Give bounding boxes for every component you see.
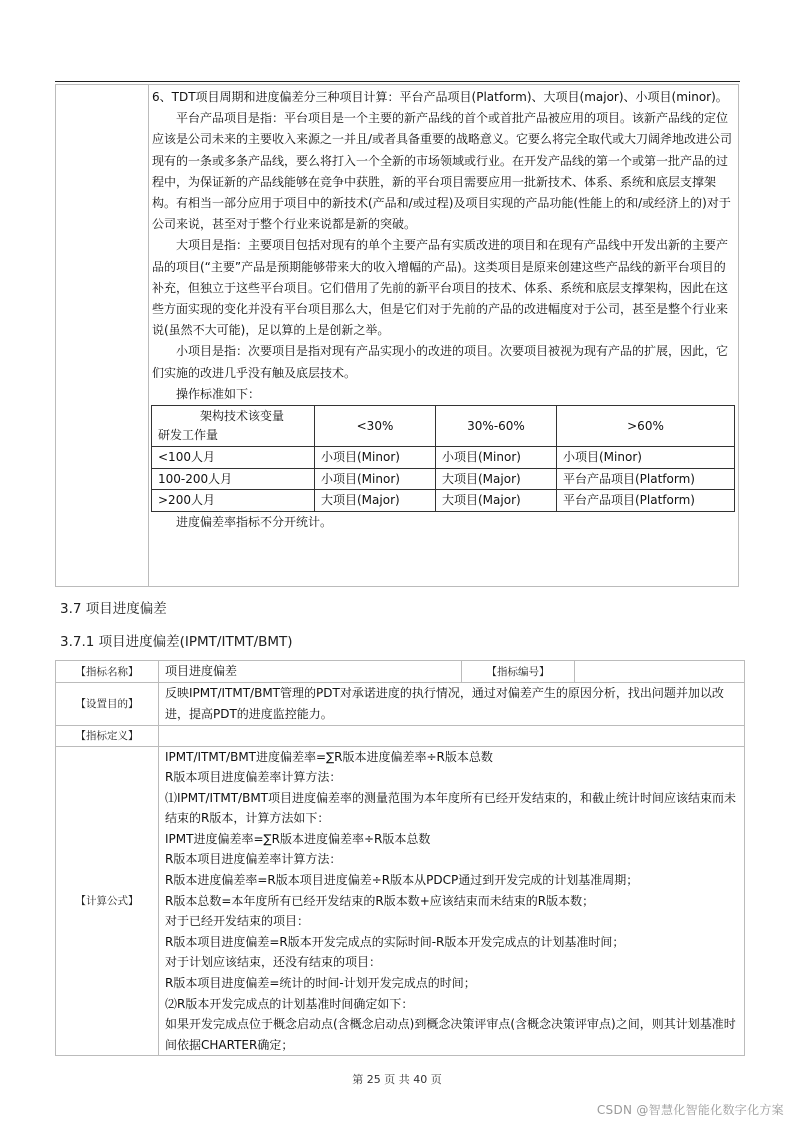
formula-line: R版本项目进度偏差=统计的时间-计划开发完成点的时间； [165, 976, 476, 991]
section-heading-3-7: 3.7 项目进度偏差 [60, 601, 167, 617]
section-label-cell [56, 85, 149, 586]
table-row [56, 682, 745, 725]
col-header: 30%-60% [436, 406, 557, 447]
para-platform: 平台产品项目是指：平台项目是一个主要的新产品线的首个或首批产品被应用的项目。该新产品线的定位应该是公司未来的主要收入来源之一并且/或者具备重要的战略意义。它要么将完全取代或大刀阔斧地改进公司现有的一条或多条产品线，要么将打入一个全新的市场领域或行业。在开发产品线的第一个或第一批产品的过程中，为保证新的产品线能够在竞争中获胜，新的平台项目需要应用一批新技术、体系、系统和底层支撑架构。有相当一部分应用于项目中的新技术(产品和/或过程)及项目实现的产品功能(性能上的和/或经济上的)对于公司来说，甚至对于整个行业来说都是新的突破。 [152, 111, 733, 232]
section-body [152, 87, 736, 533]
project-type-section [55, 84, 739, 587]
watermark: CSDN @智慧化智能化数字化方案 [596, 1103, 784, 1117]
table-cell: 小项目(Minor) [436, 447, 557, 469]
table-row [152, 447, 735, 469]
formula-body [159, 746, 745, 1056]
purpose-label: 【设置目的】 [56, 682, 159, 725]
col-header: >60% [557, 406, 735, 447]
formula-line: 对于已经开发结束的项目： [165, 914, 310, 929]
stat-note: 进度偏差率指标不分开统计。 [176, 514, 333, 529]
indicator-table [55, 660, 745, 1056]
formula-line: R版本项目进度偏差率计算方法： [165, 770, 342, 785]
formula-line: R版本项目进度偏差率计算方法： [165, 852, 342, 867]
col-header: <30% [315, 406, 436, 447]
table-cell: 平台产品项目(Platform) [557, 468, 735, 490]
table-cell: 大项目(Major) [436, 490, 557, 512]
formula-line: 对于计划应该结束，还没有结束的项目： [165, 955, 382, 970]
para-intro: 6、TDT项目周期和进度偏差分三种项目计算：平台产品项目(Platform)、大项目(major)、小项目(minor)。 [152, 90, 728, 104]
formula-line: IPMT进度偏差率=∑R版本进度偏差率÷R版本总数 [165, 831, 431, 846]
formula-line: R版本总数=本年度所有已经开发结束的R版本数+应该结束而未结束的R版本数； [165, 893, 595, 908]
classification-table [151, 405, 735, 512]
page-footer: 第 25 页 共 40 页 [352, 1073, 442, 1086]
table-cell: 小项目(Minor) [315, 468, 436, 490]
formula-line: 如果开发完成点位于概念启动点(含概念启动点)到概念决策评审点(含概念决策评审点)之间，则其计划基准时间依据CHARTER确定； [165, 1017, 736, 1052]
header-rule [55, 81, 740, 82]
formula-label: 【计算公式】 [56, 746, 159, 1056]
indicator-name-value: 项目进度偏差 [159, 661, 462, 683]
row-header: 100-200人月 [152, 468, 315, 490]
table-row [56, 725, 745, 746]
definition-value [159, 725, 745, 746]
table-corner-header [152, 406, 315, 447]
indicator-name-label: 【指标名称】 [56, 661, 159, 683]
para-op-standard: 操作标准如下： [176, 386, 261, 401]
table-cell: 小项目(Minor) [315, 447, 436, 469]
para-major: 大项目是指：主要项目包括对现有的单个主要产品有实质改进的项目和在现有产品线中开发出新的主要产品的项目(“主要”产品是预期能够带来大的收入增幅的产品)。这类项目是原来创建这些产品线的新平台项目的补充，但独立于这些平台项目。它们借用了先前的新平台项目的技术、体系、系统和底层支撑架构，因此在这些方面实现的变化并没有平台项目那么大，但是它们对于先前的产品的改进幅度对于公司，甚至是整个行业来说(虽然不大可能)，足以算的上是创新之举。 [152, 238, 729, 338]
formula-line: R版本项目进度偏差=R版本开发完成点的实际时间-R版本开发完成点的计划基准时间； [165, 934, 625, 949]
section-heading-3-7-1: 3.7.1 项目进度偏差(IPMT/ITMT/BMT) [60, 634, 293, 650]
corner-header-bottom: 研发工作量 [158, 428, 219, 443]
row-header: <100人月 [152, 447, 315, 469]
table-row [152, 468, 735, 490]
table-cell: 大项目(Major) [315, 490, 436, 512]
indicator-code-value [575, 661, 745, 683]
definition-label: 【指标定义】 [56, 725, 159, 746]
row-header: >200人月 [152, 490, 315, 512]
corner-header-top: 架构技术该变量 [200, 409, 285, 424]
table-row [56, 746, 745, 1056]
indicator-code-label: 【指标编号】 [462, 661, 575, 683]
table-row [152, 490, 735, 512]
table-cell: 大项目(Major) [436, 468, 557, 490]
formula-line: ⑵R版本开发完成点的计划基准时间确定如下： [165, 996, 414, 1011]
formula-line: R版本进度偏差率=R版本项目进度偏差÷R版本从PDCP通过到开发完成的计划基准周期； [165, 873, 639, 888]
table-cell: 小项目(Minor) [557, 447, 735, 469]
para-minor: 小项目是指：次要项目是指对现有产品实现小的改进的项目。次要项目被视为现有产品的扩展，因此，它们实施的改进几乎没有触及底层技术。 [152, 344, 729, 380]
purpose-value: 反映IPMT/ITMT/BMT管理的PDT对承诺进度的执行情况，通过对偏差产生的原因分析，找出问题并加以改进，提高PDT的进度监控能力。 [159, 682, 745, 725]
formula-line: ⑴IPMT/ITMT/BMT项目进度偏差率的测量范围为本年度所有已经开发结束的，和截止统计时间应该结束而未结束的R版本，计算方法如下： [165, 790, 737, 826]
table-row [56, 661, 745, 683]
formula-line: IPMT/ITMT/BMT进度偏差率=∑R版本进度偏差率÷R版本总数 [165, 749, 493, 764]
table-cell: 平台产品项目(Platform) [557, 490, 735, 512]
